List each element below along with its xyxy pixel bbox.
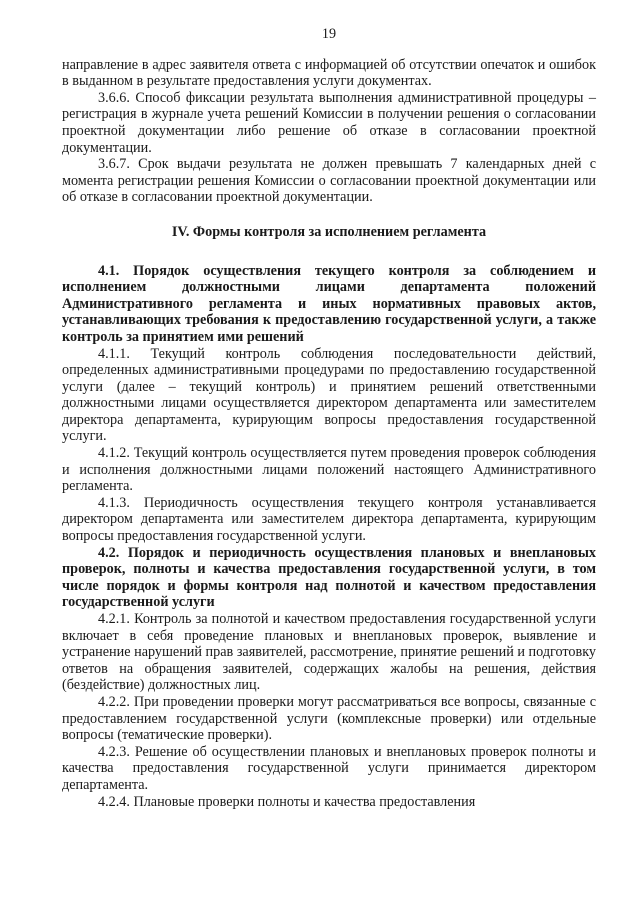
paragraph-3-6-6: 3.6.6. Способ фиксации результата выполнения административной процедуры – регистрация в журнале учета решений Комиссии в получении решения о согласовании проектной документации либо решение об отказе в согласовании проектной документации.: [62, 89, 596, 156]
paragraph-continuation: направление в адрес заявителя ответа с информацией об отсутствии опечаток и ошибок в выданном в результате предоставления услуги документах.: [62, 56, 596, 90]
page-number: 19: [321, 26, 337, 42]
paragraph-3-6-7: 3.6.7. Срок выдачи результата не должен превышать 7 календарных дней с момента регистрации решения Комиссии о согласовании проектной документации или об отказе в согласовании проектной документации.: [62, 156, 596, 206]
paragraph-4-2-2: 4.2.2. При проведении проверки могут рассматриваться все вопросы, связанные с предоставлением государственной услуги (комплексные проверки) или отдельные вопросы (тематические проверки).: [62, 693, 596, 744]
paragraph-4-2-3: 4.2.3. Решение об осуществлении плановых и внеплановых проверок полноты и качества предоставления государственной услуги принимается директором департамента.: [62, 743, 596, 793]
section-title: IV. Формы контроля за исполнением регламента: [171, 223, 487, 240]
heading-4-2: 4.2. Порядок и периодичность осуществления плановых и внеплановых проверок, полноты и качества предоставления государственной услуги, в том числе порядок и формы контроля над полнотой и качеством предоставления государственной услуги: [62, 544, 596, 611]
paragraph-4-1-1: 4.1.1. Текущий контроль соблюдения последовательности действий, определенных административными процедурами по предоставлению государственной услуги (далее – текущий контроль) и принятием решений ответственными должностными лицами осуществляется директором департамента или заместителем директора департамента, курирующим вопросы предоставления государственной услуги.: [62, 345, 596, 445]
heading-4-1: 4.1. Порядок осуществления текущего контроля за соблюдением и исполнением должностными лицами департамента положений Административного регламента и иных нормативных правовых актов, устанавливающих требования к предоставлению государственной услуги, а также контроль за принятием ими решений: [62, 262, 596, 345]
paragraph-4-2-4: 4.2.4. Плановые проверки полноты и качества предоставления: [98, 793, 476, 810]
paragraph-4-1-3: 4.1.3. Периодичность осуществления текущего контроля устанавливается директором департамента или заместителем директора департамента, курирующим вопросы предоставления государственной услуги.: [62, 494, 596, 545]
paragraph-4-1-2: 4.1.2. Текущий контроль осуществляется путем проведения проверок соблюдения и исполнения должностными лицами положений настоящего Административного регламента.: [62, 445, 596, 495]
document-page: [62, 26, 596, 810]
paragraph-4-2-1: 4.2.1. Контроль за полнотой и качеством предоставления государственной услуги включает в себя проведение плановых и внеплановых проверок, выявление и устранение нарушений прав заявителей, рассмотрение, принятие решений и подготовку ответов на обращения заявителей, содержащих жалобы на решения, действия (бездействие) должностных лиц.: [62, 611, 596, 694]
